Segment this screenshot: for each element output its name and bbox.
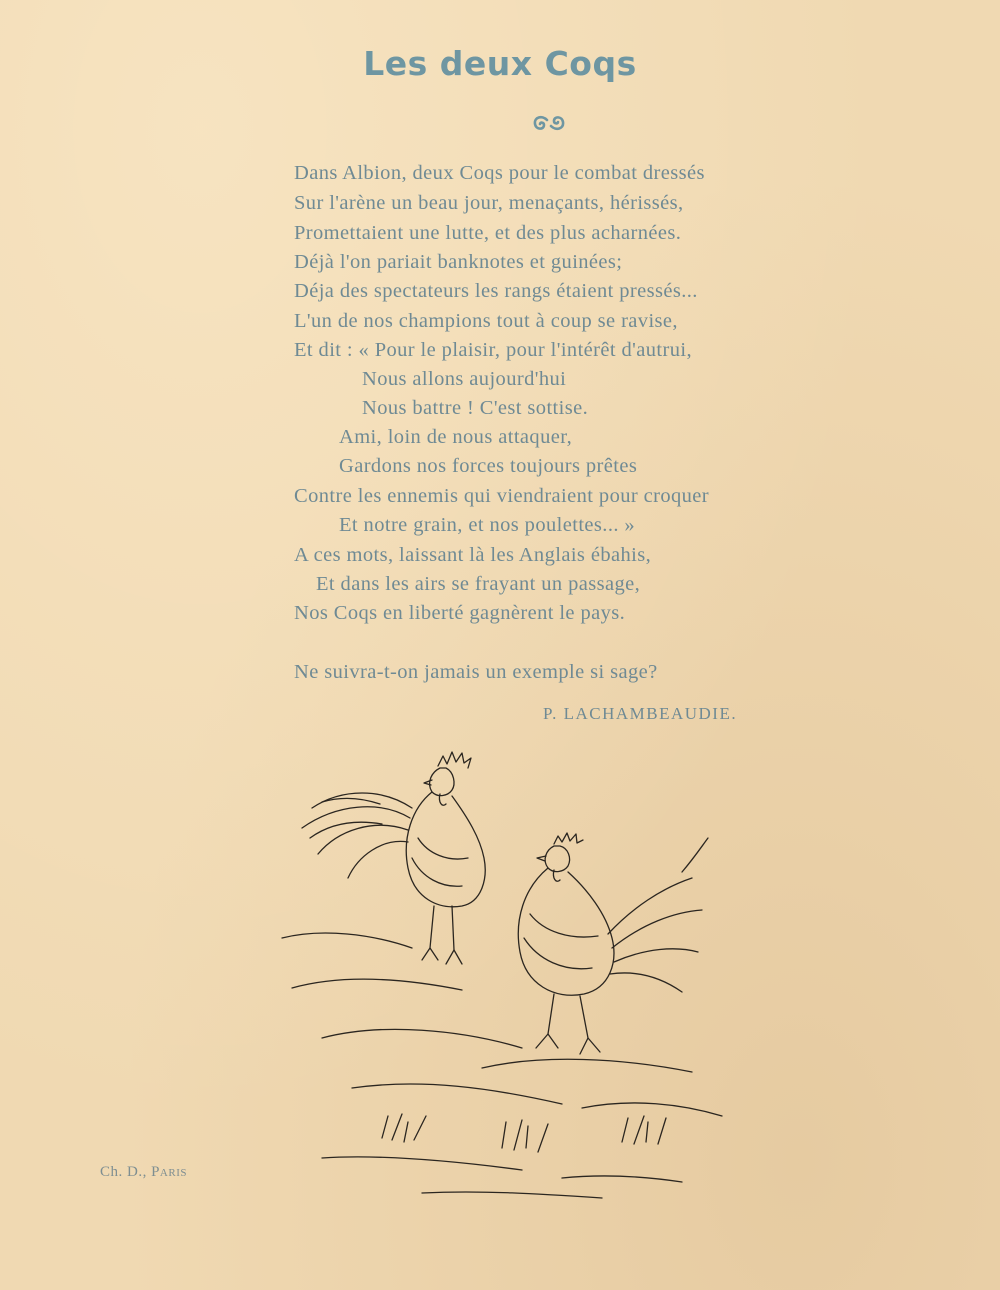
poem-line: Ami, loin de nous attaquer, <box>339 426 573 448</box>
printer-imprint <box>100 1164 187 1181</box>
poem-line: Déja des spectateurs les rangs étaient pressés... <box>294 280 698 302</box>
poem-line: Et dans les airs se frayant un passage, <box>316 573 641 595</box>
poem-line: Promettaient une lutte, et des plus acharnées. <box>294 222 682 244</box>
poem-line: Gardons nos forces toujours prêtes <box>339 455 638 477</box>
poem-line: Contre les ennemis qui viendraient pour croquer <box>294 485 710 507</box>
two-roosters-engraving <box>262 738 742 1210</box>
poem-line: Nos Coqs en liberté gagnèrent le pays. <box>294 602 626 624</box>
poem-line: Et dit : « Pour le plaisir, pour l'intérêt d'autrui, <box>294 339 693 361</box>
poem-line: Dans Albion, deux Coqs pour le combat dressés <box>294 162 705 184</box>
imprint-city: Paris <box>151 1164 187 1180</box>
poem-line: Déjà l'on pariait banknotes et guinées; <box>294 251 623 273</box>
poem-line: A ces mots, laissant là les Anglais ébahis, <box>294 544 652 566</box>
author-signature: P. LACHAMBEAUDIE. <box>543 704 738 723</box>
page-title: Les deux Coqs <box>363 44 637 83</box>
poem-line: Et notre grain, et nos poulettes... » <box>339 514 636 536</box>
poem-line: L'un de nos champions tout à coup se ravise, <box>294 310 678 332</box>
poem-line: Sur l'arène un beau jour, menaçants, hérissés, <box>294 192 684 214</box>
poem-line: Nous battre ! C'est sottise. <box>362 397 589 419</box>
poem-line: Nous allons aujourd'hui <box>362 368 567 390</box>
closing-line: Ne suivra-t-on jamais un exemple si sage? <box>294 661 658 683</box>
imprint-name: Ch. D., <box>100 1164 152 1180</box>
scroll-ornament-icon <box>530 112 568 134</box>
